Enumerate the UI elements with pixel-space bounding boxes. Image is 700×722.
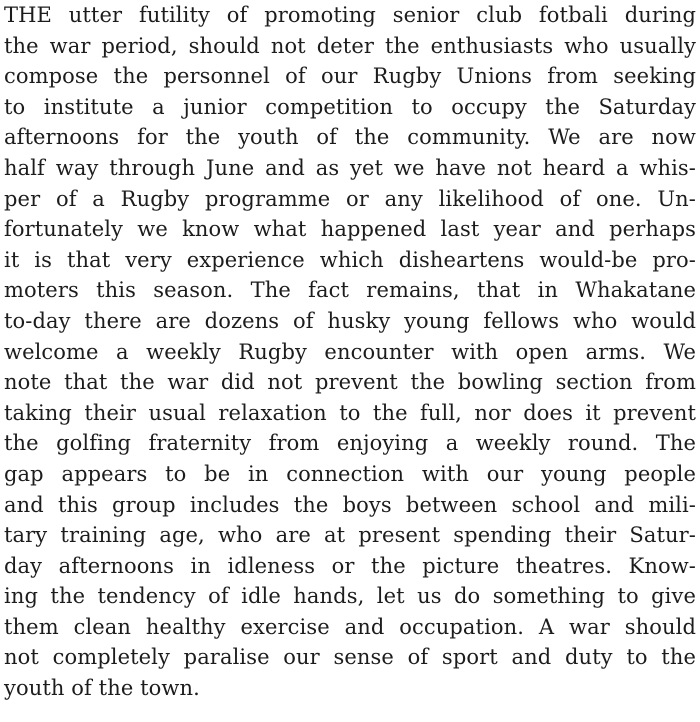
article-line-15: the golfing fraternity from enjoying a weekly round. The — [4, 431, 696, 456]
article-line-22: not completely paralise our sense of sport and duty to the — [4, 645, 696, 670]
article-line-13: note that the war did not prevent the bowling section from — [4, 370, 696, 395]
article-line-14: taking their usual relaxation to the full, nor does it prevent — [4, 400, 696, 425]
article-line-12: welcome a weekly Rugby encounter with open arms. We — [4, 339, 696, 364]
article-line-7: per of a Rugby programme or any likelihood of one. Un- — [4, 186, 696, 211]
article-line-10: moters this season. The fact remains, that in Whakatane — [4, 278, 696, 303]
article-line-5: afternoons for the youth of the community. We are now — [4, 125, 696, 150]
article-line-2: the war period, should not deter the enthusiasts who usually — [4, 33, 696, 58]
article-line-21: them clean healthy exercise and occupation. A war should — [4, 614, 696, 639]
article-line-9: it is that very experience which disheartens would-be pro- — [4, 247, 696, 272]
article-line-4: to institute a junior competition to occupy the Saturday — [4, 94, 696, 119]
article-line-17: and this group includes the boys between school and mili- — [4, 492, 696, 517]
article-line-19: day afternoons in idleness or the picture theatres. Know- — [4, 553, 696, 578]
article-body — [4, 0, 696, 704]
article-line-1: THE utter futility of promoting senior club fotbali during — [4, 3, 696, 27]
article-line-16: gap appears to be in connection with our young people — [4, 461, 696, 486]
article-line-3: compose the personnel of our Rugby Unions from seeking — [4, 64, 696, 89]
article-line-23: youth of the town. — [4, 676, 200, 701]
article-line-20: ing the tendency of idle hands, let us do something to give — [4, 584, 696, 609]
article-line-11: to-day there are dozens of husky young fellows who would — [4, 308, 696, 333]
article-line-8: fortunately we know what happened last year and perhaps — [4, 217, 696, 242]
article-line-18: tary training age, who are at present spending their Satur- — [4, 523, 696, 548]
article-line-6: half way through June and as yet we have not heard a whis- — [4, 155, 696, 180]
